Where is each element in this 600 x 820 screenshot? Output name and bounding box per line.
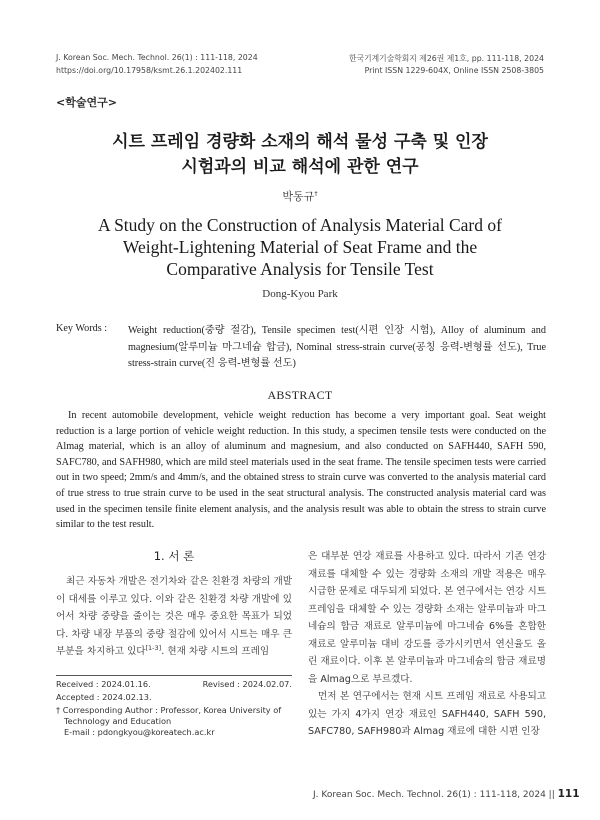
author-email[interactable]: E-mail : pdongkyou@koreatech.ac.kr [64,727,215,737]
accepted-date: Accepted : 2024.02.13. [56,692,152,702]
footnote-rule [56,675,292,676]
korean-title-line2: 시험과의 비교 해석에 관한 연구 [181,157,419,177]
corresponding-affiliation: Technology and Education [64,716,172,726]
korean-author [0,188,600,204]
citation-ref[interactable]: [1-3] [145,643,162,652]
intro-left-text: 최근 자동차 개발은 전기차와 같은 친환경 차량의 개발이 대세를 이루고 있다. 이와 같은 친환경 차량 개발에 있어서 차량 중량을 줄이는 것은 매우 중요한 목표가 되었다. 차량 내장 부품의 중량 절감에 있어서 시트는 매우 큰 부분을 차지하고 있다 [56,576,292,657]
intro-left-tail: . 현재 차량 시트의 프레임 [161,646,270,657]
korean-title-line1: 시트 프레임 경량화 소재의 해석 물성 구축 및 인장 [112,132,488,152]
english-title-line2: Weight-Lightening Material of Seat Frame and the [122,237,478,257]
korean-author-name: 박동규 [282,190,315,203]
journal-citation-korean: 한국기계기술학회지 제26권 제1호, pp. 111-118, 2024 [349,54,544,63]
intro-right-para1: 은 대부분 연강 재료를 사용하고 있다. 따라서 기존 연강 재료를 대체할 수 있는 경량화 소재의 개발 적용은 매우 시급한 문제로 대두되게 되었다. 본 연구에서는 연강 시트 프레임을 대체할 수 있는 경량화 소재는 알루미늄과 마그네슘의 합금 재료로 알루미늄에 마그네슘 6%를 혼합한 재료로 알루미늄 대비 강도를 증가시키면서 연신율도 올린 재료이다. 이후 본 알루미늄과 마그네슘의 합금 재료명을 Almag으로 부르겠다. [308,551,546,685]
abstract-text: In recent automobile development, vehicle weight reduction has become a very important goal. Seat weight reduction is a large portion of vehicle weight reduction. In this study, a specimen tensile tests were conducted on the Almag material, which is an alloy of aluminum and magnesium, and also conducted on SAFH440, SAFH 590, SAFC780, and SAFH980, which are mild steel materials used in the seat frame. The tensile specimen tests were carried out in two speed; 2mm/s and 4mm/s, and the obtained stress to strain curve was converted to the analysis material card of true stress to true strain curve to be used in the seat structural analysis. The constructed analysis material card was used in the specimen tensile finite element analysis, and the analysis result was able to obtain the stress to strain curve similar to the test result. [56,410,546,531]
abstract-heading: ABSTRACT [267,388,333,402]
article-category: <학술연구> [56,96,117,109]
intro-left-column [56,573,292,661]
footer-citation: J. Korean Soc. Mech. Technol. 26(1) : 111-118, 2024 || [313,790,555,800]
intro-right-column [308,548,546,741]
issn-info: Print ISSN 1229-604X, Online ISSN 2508-3805 [364,66,544,75]
doi-link[interactable]: https://doi.org/10.17958/ksmt.26.1.202402.111 [56,66,243,75]
english-title-line3: Comparative Analysis for Tensile Test [166,259,434,279]
intro-right-para2: 먼저 본 연구에서는 현재 시트 프레임 재료로 사용되고 있는 가지 4가지 연강 재료인 SAFH440, SAFH 590, SAFC780, SAFH980과 Almag 재료에 대한 시편 인장 [308,691,546,737]
english-author: Dong-Kyou Park [262,288,338,300]
journal-citation: J. Korean Soc. Mech. Technol. 26(1) : 111-118, 2024 [56,53,258,62]
english-title-line1: A Study on the Construction of Analysis Material Card of [98,215,502,235]
corresponding-author: † Corresponding Author : Professor, Korea University of [56,705,282,715]
page-footer [313,788,580,800]
section-heading-introduction: 1. 서 론 [153,549,195,563]
keywords-text: Weight reduction(중량 절감), Tensile specimen test(시편 인장 시험), Alloy of aluminum and magnesium(알루미늄 마그네슘 합금), Nominal stress-strain curve(공칭 응력-변형률 선도), True stress-strain curve(진 응력-변형률 선도) [128,325,546,369]
corresponding-mark: † [314,189,318,198]
revised-date: Revised : 2024.02.07. [202,679,292,689]
received-date: Received : 2024.01.16. [56,679,151,689]
page-number: 111 [557,788,580,800]
keywords-label: Key Words : [56,323,108,334]
